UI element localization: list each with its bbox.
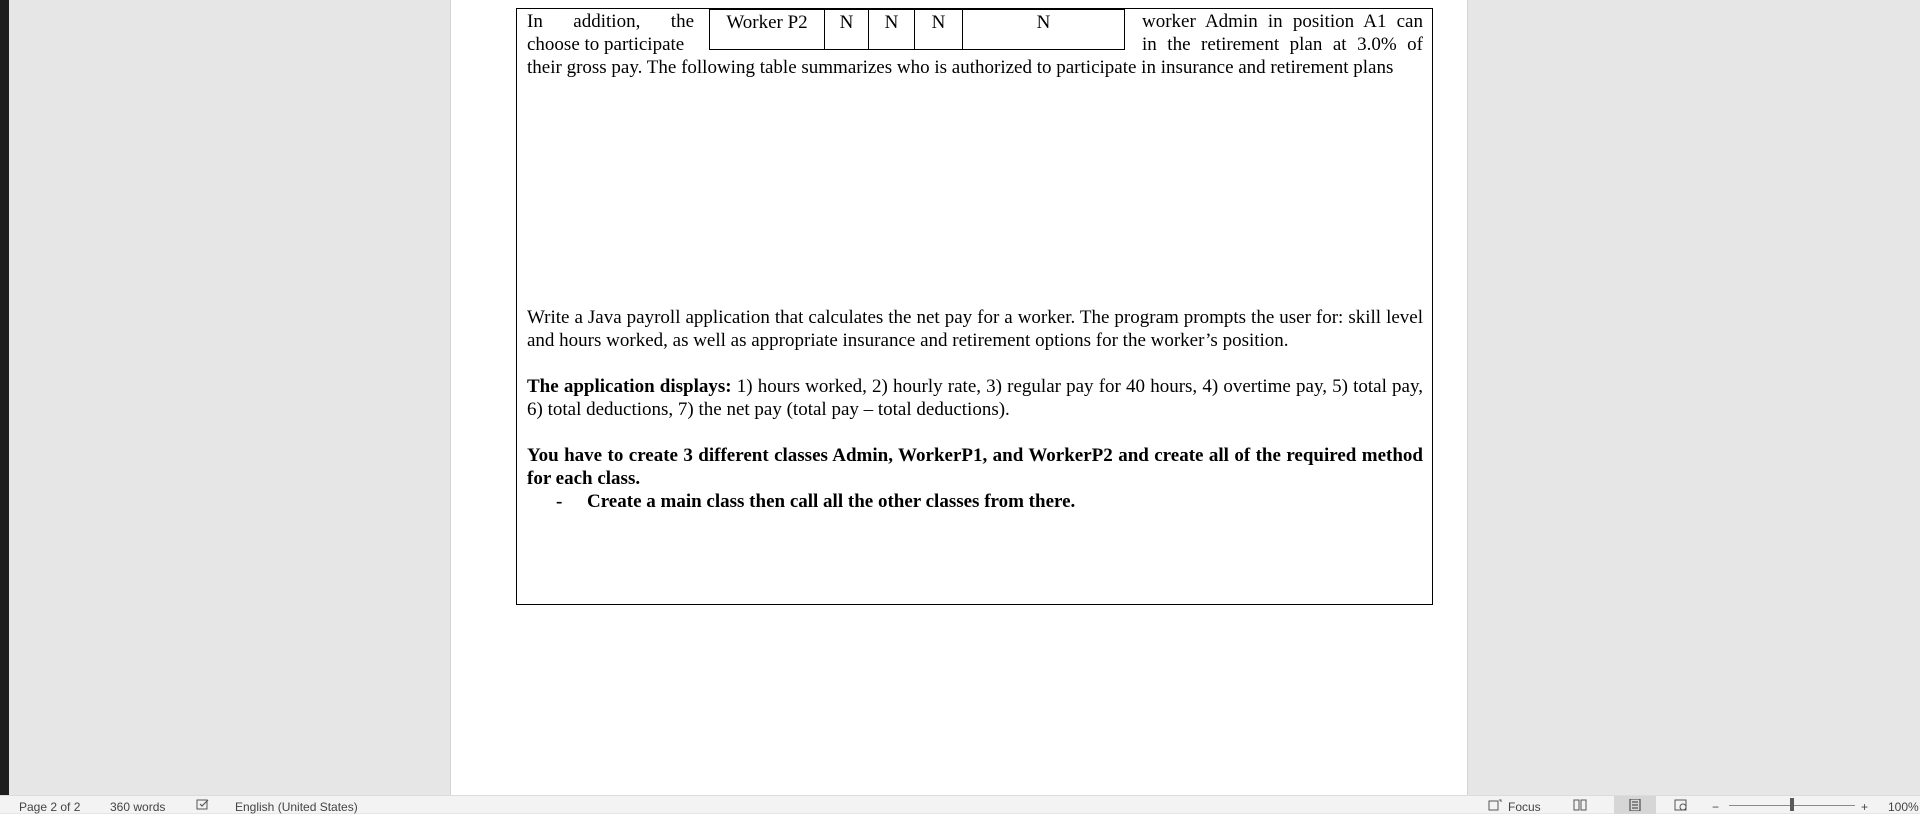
table-cell-worker[interactable]: Worker P2	[710, 10, 825, 50]
print-layout-icon[interactable]	[1628, 799, 1642, 811]
proofing-icon[interactable]	[196, 799, 210, 811]
displays-label: The application displays:	[527, 376, 732, 397]
read-mode-icon[interactable]	[1573, 799, 1587, 811]
zoom-in-button[interactable]: +	[1861, 800, 1869, 814]
page-count[interactable]: Page 2 of 2	[19, 800, 81, 814]
word-count[interactable]: 360 words	[110, 800, 166, 814]
language-indicator[interactable]: English (United States)	[235, 800, 358, 814]
focus-button[interactable]: Focus	[1508, 800, 1541, 814]
intro-right-line2: in the retirement plan at 3.0% of	[1142, 34, 1423, 55]
displays-text: 1) hours worked, 2) hourly rate, 3) regular pay for 40 hours, 4) overtime pay, 5) total pay, 6) total deductions, 7) the net pay (total pay – total deductions).	[527, 376, 1423, 420]
table-row	[710, 10, 1125, 50]
table-cell[interactable]: N	[825, 10, 869, 50]
table-cell[interactable]: N	[869, 10, 915, 50]
displays-paragraph	[527, 375, 1423, 421]
bullet-item	[527, 490, 1423, 513]
write-paragraph: Write a Java payroll application that calculates the net pay for a worker. The program prompts the user for: skill level and hours worked, as well as appropriate insurance and retirement options for the worker’s position.	[527, 307, 1423, 351]
intro-right-line1: worker Admin in position A1 can	[1142, 11, 1423, 32]
intro-left-line2: choose to participate	[527, 34, 685, 55]
table-cell[interactable]: N	[963, 10, 1125, 50]
zoom-out-button[interactable]: −	[1712, 800, 1720, 814]
table-cell[interactable]: N	[915, 10, 963, 50]
classes-paragraph: You have to create 3 different classes Admin, WorkerP1, and WorkerP2 and create all of the required method for each class.	[527, 445, 1423, 489]
web-layout-icon[interactable]	[1674, 799, 1688, 811]
status-bar	[0, 795, 1920, 813]
focus-icon[interactable]	[1488, 799, 1502, 811]
document-page[interactable]	[450, 0, 1468, 795]
text-frame[interactable]	[516, 8, 1433, 605]
intro-left-line1: In addition, the	[527, 11, 694, 32]
zoom-slider-thumb[interactable]	[1790, 798, 1794, 811]
authorization-table[interactable]	[709, 9, 1125, 50]
bullet-text: Create a main class then call all the other classes from there.	[587, 491, 1076, 512]
bullet-dash: -	[556, 491, 563, 512]
intro-paragraph: their gross pay. The following table summarizes who is authorized to participate in insurance and retirement plans	[527, 57, 1394, 78]
zoom-level[interactable]: 100%	[1888, 800, 1919, 814]
left-rail	[0, 0, 9, 795]
